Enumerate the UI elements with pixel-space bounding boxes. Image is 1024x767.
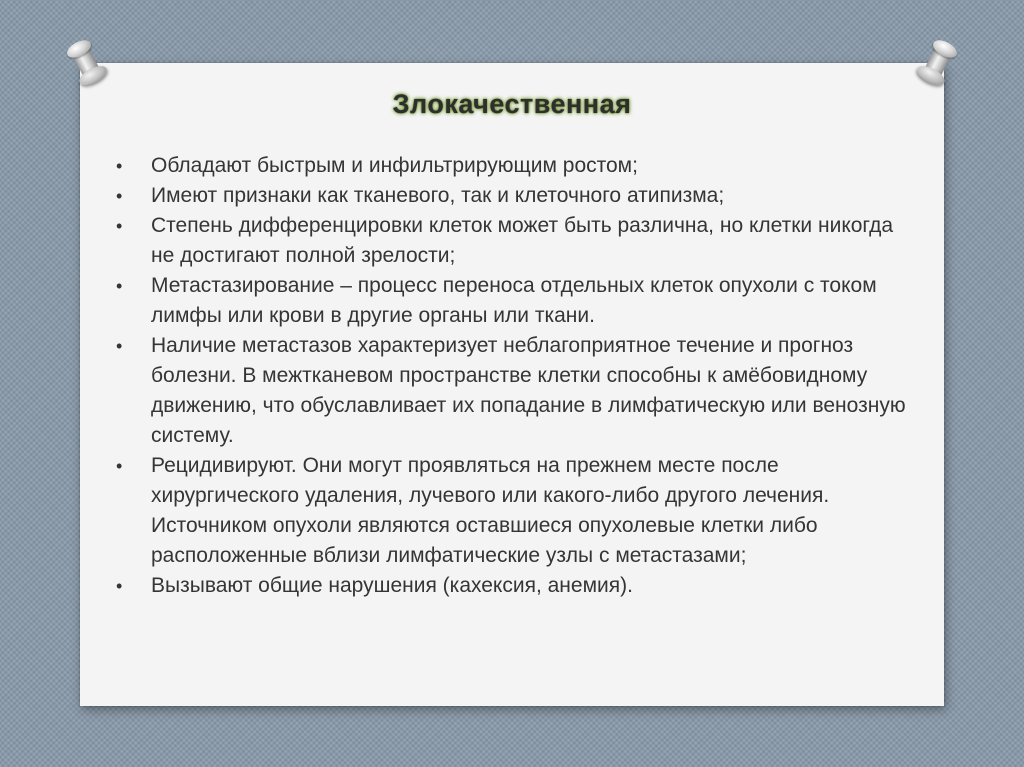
list-item [110,271,920,331]
bullet-list [110,151,920,601]
list-item [110,181,920,211]
slide-title: Злокачественная [392,89,632,119]
bullet-text: Обладают быстрым и инфильтрирующим ростом; [151,154,638,177]
bullet-icon: • [116,216,123,236]
list-item [110,571,920,601]
bullet-icon: • [116,336,123,356]
bullet-text: Наличие метастазов характеризует неблагоприятное течение и прогноз болезни. В межтканевом пространстве клетки способны к амёбовидному движению, что обуславливает их попадание в лимфатическую или венозную систему. [151,334,906,447]
bullet-icon: • [116,156,123,176]
bullet-icon: • [116,186,123,206]
bullet-text: Степень дифференцировки клеток может быть различна, но клетки никогда не достигают полной зрелости; [151,214,894,267]
bullet-icon: • [116,276,123,296]
bullet-text: Рецидивируют. Они могут проявляться на прежнем месте после хирургического удаления, лучевого или какого-либо другого лечения. Источником опухоли являются оставшиеся опухолевые клетки либо расположенные вблизи лимфатические узлы с метастазами; [151,454,830,567]
bullet-text: Вызывают общие нарушения (кахексия, анемия). [151,574,633,597]
list-item [110,331,920,451]
bullet-text: Метастазирование – процесс переноса отдельных клеток опухоли с током лимфы или крови в другие органы или ткани. [151,274,877,327]
list-item [110,151,920,181]
list-item [110,451,920,571]
list-item [110,211,920,271]
slide-card [80,63,944,706]
bullet-icon: • [116,576,123,596]
bullet-text: Имеют признаки как тканевого, так и клеточного атипизма; [151,184,725,207]
bullet-icon: • [116,456,123,476]
